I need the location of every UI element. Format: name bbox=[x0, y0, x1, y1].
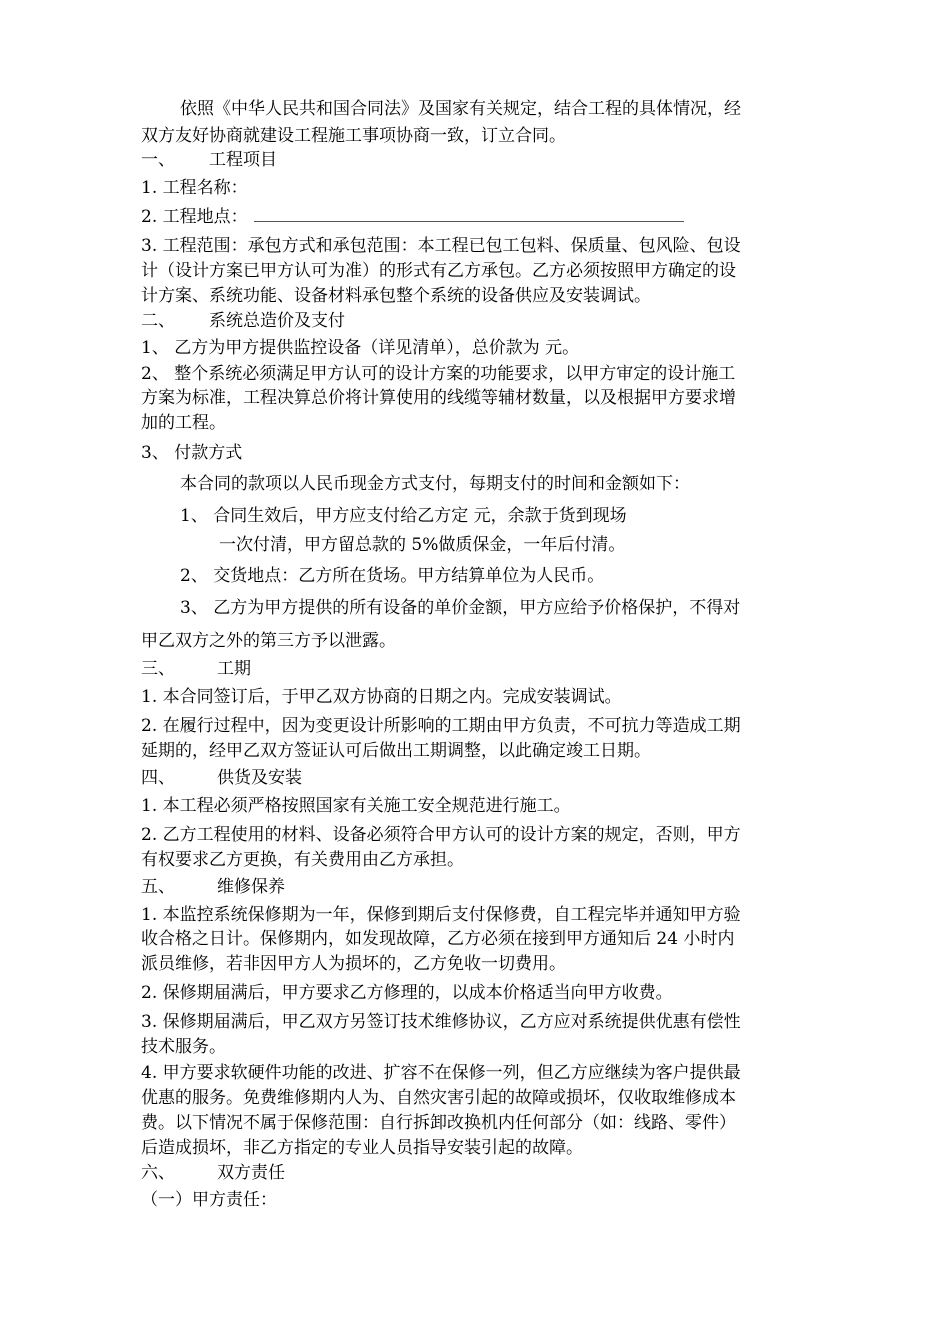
section-heading bbox=[141, 768, 302, 788]
clause-line: 1. 本合同签订后，于甲乙双方协商的日期之内。完成安装调试。 bbox=[141, 687, 622, 707]
section-title: 工程项目 bbox=[209, 150, 277, 170]
clause-line: 2、 交货地点：乙方所在货场。甲方结算单位为人民币。 bbox=[180, 566, 605, 586]
clause-line: 有权要求乙方更换，有关费用由乙方承担。 bbox=[141, 850, 464, 870]
clause-line: 3. 保修期届满后，甲乙双方另签订技术维修协议，乙方应对系统提供优惠有偿性 bbox=[141, 1012, 741, 1032]
section-number: 一、 bbox=[141, 150, 175, 170]
clause-line: 1、 乙方为甲方提供监控设备（详见清单），总价款为 元。 bbox=[141, 338, 580, 358]
intro-line: 双方友好协商就建设工程施工事项协商一致，订立合同。 bbox=[141, 126, 566, 146]
clause-line: 延期的，经甲乙双方签证认可后做出工期调整，以此确定竣工日期。 bbox=[141, 741, 651, 761]
section-number: 五、 bbox=[141, 877, 175, 897]
section-number: 六、 bbox=[141, 1163, 175, 1183]
clause-line: 派员维修，若非因甲方人为损坏的，乙方免收一切费用。 bbox=[141, 954, 566, 974]
section-heading bbox=[141, 877, 285, 897]
clause-line: 后造成损坏，非乙方指定的专业人员指导安装引起的故障。 bbox=[141, 1138, 583, 1158]
section-title: 双方责任 bbox=[217, 1163, 285, 1183]
section-heading bbox=[141, 311, 345, 331]
clause-line: 2. 保修期届满后，甲方要求乙方修理的，以成本价格适当向甲方收费。 bbox=[141, 983, 673, 1003]
clause-line: 本合同的款项以人民币现金方式支付，每期支付的时间和金额如下： bbox=[180, 474, 690, 494]
clause-line: 计方案、系统功能、设备材料承包整个系统的设备供应及安装调试。 bbox=[141, 286, 651, 306]
clause-line: 1、 合同生效后，甲方应支付给乙方定 元，余款于货到现场 bbox=[180, 506, 627, 526]
clause-line bbox=[141, 207, 684, 227]
section-title: 系统总造价及支付 bbox=[209, 311, 345, 331]
blank-underline bbox=[254, 209, 684, 222]
clause-line: 1. 本监控系统保修期为一年，保修到期后支付保修费，自工程完毕并通知甲方验 bbox=[141, 905, 741, 925]
clause-line: 加的工程。 bbox=[141, 413, 226, 433]
clause-line: 2. 乙方工程使用的材料、设备必须符合甲方认可的设计方案的规定，否则，甲方 bbox=[141, 825, 741, 845]
clause-line: 2、 整个系统必须满足甲方认可的设计方案的功能要求，以甲方审定的设计施工 bbox=[141, 364, 736, 384]
clause-line: 收合格之日计。保修期内，如发现故障，乙方必须在接到甲方通知后 24 小时内 bbox=[141, 929, 735, 949]
clause-text: 2. 工程地点： bbox=[141, 207, 248, 227]
clause-line: 方案为标准，工程决算总价将计算使用的线缆等辅材数量，以及根据甲方要求增 bbox=[141, 388, 736, 408]
clause-line: 3、 付款方式 bbox=[141, 443, 243, 463]
clause-line: 1. 本工程必须严格按照国家有关施工安全规范进行施工。 bbox=[141, 796, 571, 816]
clause-line: 甲乙双方之外的第三方予以泄露。 bbox=[141, 631, 396, 651]
section-heading bbox=[141, 1163, 285, 1183]
section-number: 四、 bbox=[141, 768, 175, 788]
clause-line: （一）甲方责任： bbox=[141, 1190, 277, 1210]
clause-line: 费。以下情况不属于保修范围：自行拆卸改换机内任何部分（如：线路、零件） bbox=[141, 1113, 736, 1133]
section-heading bbox=[141, 659, 251, 679]
clause-line: 4. 甲方要求软硬件功能的改进、扩容不在保修一列，但乙方应继续为客户提供最 bbox=[141, 1063, 741, 1083]
clause-line: 3. 工程范围：承包方式和承包范围：本工程已包工包料、保质量、包风险、包设 bbox=[141, 236, 741, 256]
clause-line: 计（设计方案已甲方认可为准）的形式有乙方承包。乙方必须按照甲方确定的设 bbox=[141, 261, 736, 281]
section-title: 维修保养 bbox=[217, 877, 285, 897]
clause-line: 1. 工程名称： bbox=[141, 178, 248, 198]
clause-line: 2. 在履行过程中，因为变更设计所影响的工期由甲方负责，不可抗力等造成工期 bbox=[141, 716, 741, 736]
clause-line: 优惠的服务。免费维修期内人为、自然灾害引起的故障或损坏，仅收取维修成本 bbox=[141, 1088, 736, 1108]
section-title: 工期 bbox=[217, 659, 251, 679]
section-number: 二、 bbox=[141, 311, 175, 331]
clause-line: 3、 乙方为甲方提供的所有设备的单价金额，甲方应给予价格保护，不得对 bbox=[180, 598, 741, 618]
section-heading bbox=[141, 150, 277, 170]
section-title: 供货及安装 bbox=[217, 768, 302, 788]
clause-line: 一次付清，甲方留总款的 5%做质保金，一年后付清。 bbox=[219, 535, 626, 555]
section-number: 三、 bbox=[141, 659, 175, 679]
clause-line: 技术服务。 bbox=[141, 1037, 226, 1057]
intro-line: 依照《中华人民共和国合同法》及国家有关规定，结合工程的具体情况，经 bbox=[180, 99, 741, 119]
